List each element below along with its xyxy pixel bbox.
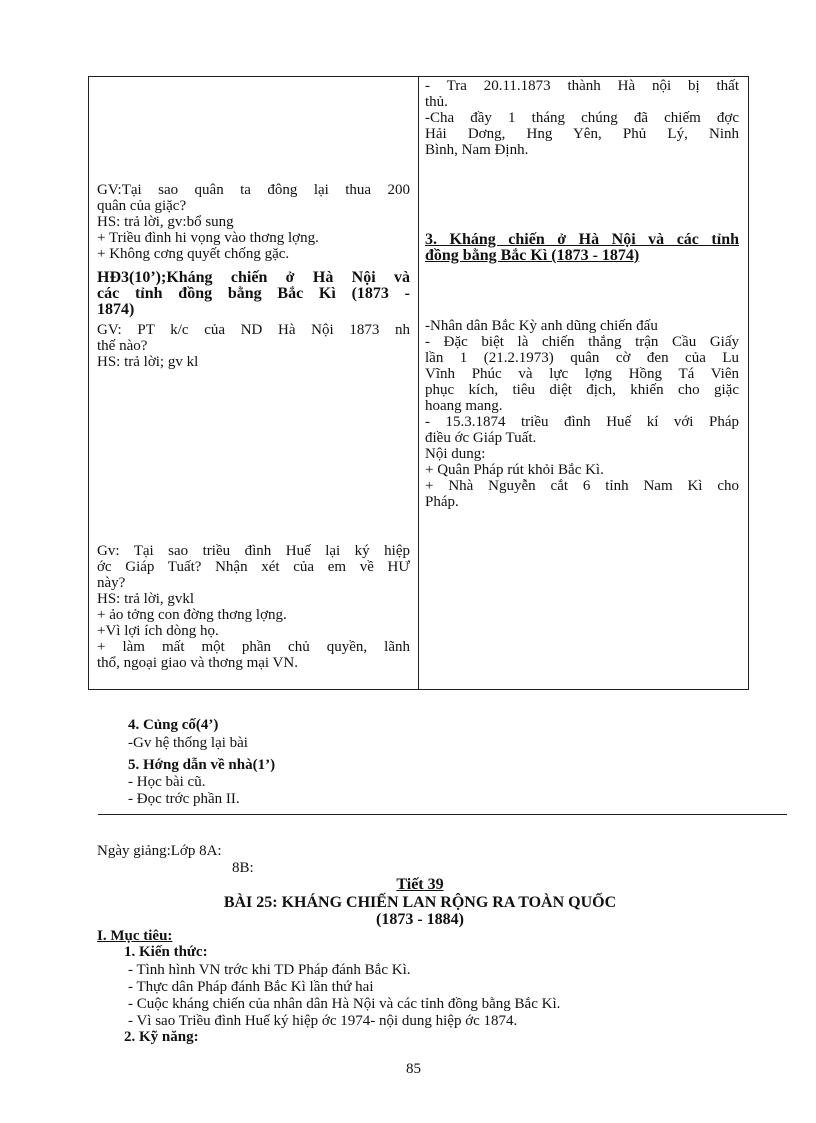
horizontal-rule bbox=[98, 814, 787, 815]
class-8b: 8B: bbox=[232, 860, 254, 876]
text-line: này? bbox=[97, 575, 126, 591]
text-line: 1874) bbox=[97, 301, 135, 318]
text-line: -Cha đầy 1 tháng chúng đã chiếm đợc bbox=[425, 110, 739, 126]
lesson-title: BÀI 25: KHÁNG CHIẾN LAN RỘNG RA TOÀN QUỐC bbox=[223, 894, 617, 911]
section5-line: - Đọc trớc phần II. bbox=[128, 791, 240, 807]
text-line: Bình, Nam Định. bbox=[425, 142, 529, 158]
objectives-heading: I. Mục tiêu: bbox=[97, 928, 173, 944]
text-line: HS: trả lời, gvkl bbox=[97, 591, 195, 607]
text-line: HĐ3(10’);Kháng chiến ở Hà Nội và bbox=[97, 269, 410, 286]
text-line: 3. Kháng chiến ở Hà Nội và các tỉnh bbox=[425, 231, 739, 248]
section3-heading bbox=[425, 232, 739, 264]
text-line: thủ. bbox=[425, 94, 448, 110]
text-line: + Không cơng quyết chống gặc. bbox=[97, 246, 290, 262]
text-line: thế nào? bbox=[97, 338, 148, 354]
knowledge-heading: 1. Kiến thức: bbox=[124, 944, 208, 960]
left-cell-question bbox=[97, 182, 410, 262]
section5-line: - Học bài cũ. bbox=[128, 774, 206, 790]
lesson-number: Tiết 39 bbox=[396, 876, 444, 893]
right-cell-top bbox=[425, 78, 739, 158]
section4-heading: 4. Củng cố(4’) bbox=[128, 717, 219, 733]
knowledge-item: - Vì sao Triều đình Huế ký hiệp ớc 1974- nội dung hiệp ớc 1874. bbox=[128, 1013, 518, 1029]
text-line: - Tra 20.11.1873 thành Hà nội bị thất bbox=[425, 78, 739, 94]
text-line: - Đặc biệt là chiến thắng trận Cầu Giấy bbox=[425, 334, 739, 350]
text-line: + Nhà Nguyễn cắt 6 tỉnh Nam Kì cho bbox=[425, 478, 739, 494]
text-line: Hải Dơng, Hng Yên, Phủ Lý, Ninh bbox=[425, 126, 739, 142]
text-line: GV: PT k/c của ND Hà Nội 1873 nh bbox=[97, 322, 410, 338]
section5-heading: 5. Hớng dẫn về nhà(1’) bbox=[128, 757, 276, 773]
text-line: HS: trả lời, gv:bổ sung bbox=[97, 214, 234, 230]
knowledge-item: - Cuộc kháng chiến của nhân dân Hà Nội và các tỉnh đồng bằng Bắc Kì. bbox=[128, 996, 561, 1012]
knowledge-item: - Thực dân Pháp đánh Bắc Kì lần thứ hai bbox=[128, 979, 374, 995]
text-line: Vĩnh Phúc và lực lợng Hồng Tá Viên bbox=[425, 366, 739, 382]
text-line: + ảo tởng con đờng thơng lợng. bbox=[97, 607, 287, 623]
knowledge-item: - Tình hình VN trớc khi TD Pháp đánh Bắc Kì. bbox=[128, 962, 411, 978]
text-line: + Triều đình hi vọng vào thơng lợng. bbox=[97, 230, 319, 246]
text-line: +Vì lợi ích dòng họ. bbox=[97, 623, 219, 639]
text-line: HS: trả lời; gv kl bbox=[97, 354, 199, 370]
text-line: Pháp. bbox=[425, 494, 459, 510]
text-line: hoang mang. bbox=[425, 398, 503, 414]
activity-heading bbox=[97, 270, 410, 318]
text-line: đồng bằng Bắc Kì (1873 - 1874) bbox=[425, 247, 640, 264]
table-column-divider bbox=[418, 77, 419, 689]
text-line: phục kích, tiêu diệt địch, khiến cho giặc bbox=[425, 382, 739, 398]
text-line: quân của giặc? bbox=[97, 198, 187, 214]
right-cell-body bbox=[425, 318, 739, 510]
section4-line: -Gv hệ thống lại bài bbox=[128, 735, 248, 751]
text-line: các tỉnh đồng bằng Bắc Kì (1873 - bbox=[97, 285, 410, 302]
text-line: Gv: Tại sao triều đình Huế lại ký hiệp bbox=[97, 543, 410, 559]
text-line: + Quân Pháp rút khỏi Bắc Kì. bbox=[425, 462, 604, 478]
text-line: -Nhân dân Bắc Kỳ anh dũng chiến đấu bbox=[425, 318, 658, 334]
left-cell-gv bbox=[97, 322, 410, 370]
teaching-date: Ngày giảng:Lớp 8A: bbox=[97, 843, 222, 859]
text-line: lần 1 (21.2.1973) quân cờ đen của Lu bbox=[425, 350, 739, 366]
text-line: điều ớc Giáp Tuất. bbox=[425, 430, 537, 446]
text-line: ớc Giáp Tuất? Nhận xét của em về HƯ bbox=[97, 559, 410, 575]
text-line: Nội dung: bbox=[425, 446, 486, 462]
page-number: 85 bbox=[406, 1061, 421, 1077]
lesson-years: (1873 - 1884) bbox=[376, 911, 464, 928]
text-line: + làm mất một phần chủ quyền, lãnh bbox=[97, 639, 410, 655]
left-cell-bottom bbox=[97, 543, 410, 671]
text-line: GV:Tại sao quân ta đông lại thua 200 bbox=[97, 182, 410, 198]
skills-heading: 2. Kỹ năng: bbox=[124, 1029, 199, 1045]
text-line: thổ, ngoại giao và thơng mại VN. bbox=[97, 655, 298, 671]
text-line: - 15.3.1874 triều đình Huế kí với Pháp bbox=[425, 414, 739, 430]
